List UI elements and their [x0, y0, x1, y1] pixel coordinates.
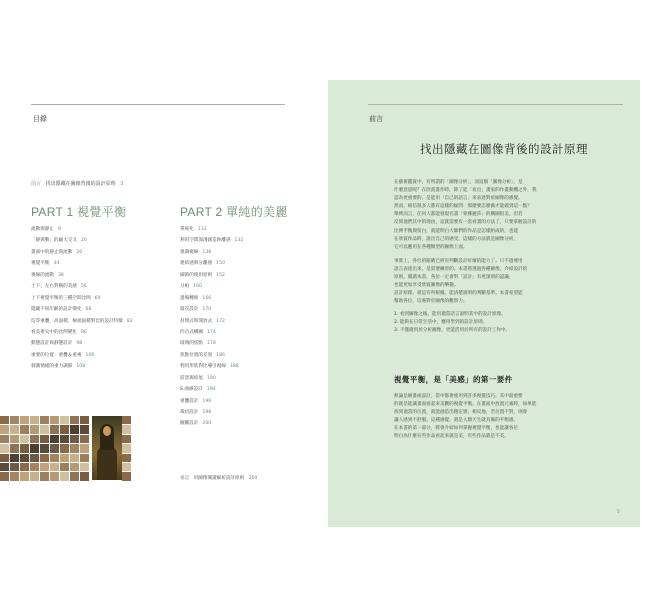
artwork-thumbnail	[30, 472, 39, 480]
toc-entry[interactable]	[180, 258, 243, 269]
artwork-thumbnail	[50, 435, 59, 443]
artwork-thumbnail	[80, 425, 89, 433]
toc-entry-title: 利用空間深淺創造距離感	[180, 238, 231, 244]
artwork-thumbnail	[30, 444, 39, 452]
toc-entry-title: 層次設計	[180, 307, 199, 313]
artwork-thumbnail	[30, 416, 39, 424]
toc-entry[interactable]	[180, 373, 243, 384]
artwork-thumbnail	[40, 444, 49, 452]
toc-entry-title: 隱藏不同年齡的設計變化	[31, 307, 82, 313]
artwork-thumbnail	[10, 435, 19, 443]
toc-entry[interactable]	[180, 327, 243, 338]
toc-entry-title: 裁切設計	[180, 410, 199, 415]
artwork-thumbnail	[50, 444, 59, 452]
artwork-thumbnail	[0, 435, 9, 443]
artwork-thumbnail	[80, 435, 89, 443]
toc-entry-page: 98	[76, 341, 83, 347]
artwork-thumbnail	[10, 472, 19, 480]
artwork-thumbnail	[20, 435, 29, 443]
text-line: 反問他們其中的理由，這就需要有一套看畫的方法了。只要掌握設計的	[394, 220, 537, 226]
artwork-thumbnail	[50, 416, 59, 424]
toc-entry[interactable]	[31, 293, 133, 304]
artwork-thumbnail	[0, 444, 9, 452]
text-line: 它可以應用在各種類型的圖像上面。	[394, 244, 468, 250]
artwork-thumbnail	[0, 454, 9, 462]
toc-entry-page: 174	[206, 329, 216, 335]
toc-entry-page: 152	[216, 272, 225, 278]
toc-entry[interactable]	[180, 270, 243, 281]
intro-paragraph	[394, 179, 622, 252]
toc-entry-title: 強調視線	[180, 249, 199, 255]
preface-tag: 前言	[31, 181, 42, 187]
artwork-thumbnail	[30, 435, 39, 443]
artwork-thumbnail-grid	[0, 416, 92, 482]
toc-appendix-line[interactable]	[180, 475, 257, 481]
toc-entry-page: 150	[216, 261, 225, 267]
toc-entry-title: S 曲線設計	[180, 387, 203, 393]
toc-entry-page: 113	[197, 227, 207, 232]
artwork-thumbnail	[20, 454, 29, 462]
toc-entry-page: 38	[57, 272, 64, 278]
artwork-thumbnail	[60, 425, 69, 433]
text-line: 無論是繪畫或設計，當中都會使用到許多視覺技巧。其中最重要	[394, 394, 523, 399]
toc-entry-title: 連結感與分離感	[180, 261, 213, 267]
text-line: 在本書的第一部分，將會介紹如何掌握視覺平衡，也能讓各位	[394, 426, 519, 432]
toc-header: 目錄	[33, 115, 47, 123]
artwork-thumbnail	[60, 463, 69, 471]
toc-entry[interactable]	[180, 316, 243, 327]
toc-entry-title: 畫面中的靜止與流動	[31, 249, 73, 255]
toc-entry[interactable]	[31, 270, 133, 281]
artwork-thumbnail	[40, 416, 49, 424]
artwork-thumbnail	[20, 416, 29, 424]
toc-entry[interactable]	[180, 418, 243, 429]
artwork-thumbnail	[60, 435, 69, 443]
toc-entry-title: 看美術史中的比例變化	[31, 329, 77, 335]
toc-entry[interactable]	[31, 361, 133, 372]
appendix-tag: 補記	[180, 476, 190, 481]
artwork-thumbnail	[60, 472, 69, 480]
text-line: 然而，相信很多人都有這樣的疑問：那麼要怎麼做才能做到這一點？	[394, 204, 532, 210]
toc-entry-title: 前景與結尾	[180, 375, 203, 381]
artwork-thumbnail	[40, 425, 49, 433]
toc-entry-page: 200	[202, 421, 212, 427]
toc-entry-page: 196	[202, 398, 212, 404]
artwork-thumbnail	[0, 416, 9, 424]
artwork-thumbnail	[40, 454, 49, 462]
text-line: 比例平衡與留白，就能明白大師們的作品是怎樣組成的，也能	[394, 228, 519, 234]
artwork-thumbnail	[60, 416, 69, 424]
artwork-thumbnail	[80, 416, 89, 424]
appendix-page: 204	[248, 476, 258, 481]
toc-entry-page: 188	[229, 364, 239, 370]
toc-entry-page: 160	[193, 284, 202, 290]
header-rule-right	[368, 104, 623, 105]
toc-preface-line[interactable]	[31, 180, 123, 187]
toc-entry[interactable]	[180, 338, 243, 349]
artwork-thumbnail	[70, 444, 79, 452]
toc-entry-page: 34	[53, 261, 60, 267]
artwork-thumbnail	[70, 425, 79, 433]
artwork-thumbnail	[50, 425, 59, 433]
artwork-thumbnail	[40, 435, 49, 443]
text-line: 的就是能讓畫面看起來美觀的視覺平衡。在畫面中放置元素時，如果能	[394, 402, 537, 408]
toc-entry[interactable]	[180, 224, 243, 235]
list-item: 1. 看到圖像之後，能用適當語言說明其中的設計原理。	[394, 312, 506, 317]
toc-entry-title: 流動與靜止	[31, 227, 54, 232]
toc-entry[interactable]	[31, 281, 133, 292]
text-line: 明白為什麼有些作品看起來就是美，有些作品就是不美。	[394, 434, 509, 440]
toc-entry[interactable]	[31, 327, 133, 338]
artwork-thumbnail	[20, 463, 29, 471]
header-rule	[31, 104, 285, 105]
artwork-thumbnail	[70, 463, 79, 471]
toc-entry-title: 凹凸式構圖	[180, 329, 203, 335]
toc-entry-page: 190	[206, 375, 216, 381]
toc-entry-title: 動態設計與靜態設計	[31, 341, 73, 347]
text-line: 原則。閱讀本書，各位一定會對「設計」有更深刻的認識，	[394, 275, 514, 281]
toc-entry[interactable]	[31, 224, 133, 235]
toc-entry-page: 68	[85, 307, 92, 313]
text-line: 認為更重要的，是能用「自己的語言」來表達對於圖像的感覺。	[394, 196, 523, 202]
toc-entry[interactable]	[180, 361, 243, 372]
toc-entry-page: 82	[126, 318, 133, 324]
artwork-thumbnail	[70, 472, 79, 480]
artwork-thumbnail	[20, 425, 29, 433]
toc-entry-page: 106	[85, 352, 95, 358]
toc-entry-page: 166	[202, 295, 212, 301]
toc-entry[interactable]	[31, 258, 133, 269]
toc-entry-page: 198	[202, 410, 212, 415]
artwork-thumbnail	[122, 425, 131, 433]
part1-title[interactable]: PART 1 視覺平衡	[31, 205, 127, 219]
toc-entry-title: 視線的流動	[31, 272, 54, 278]
toc-entry-page: 170	[202, 307, 212, 313]
artwork-thumbnail	[30, 454, 39, 462]
toc-entry-title: 重要的位置：重疊＆重複	[31, 352, 82, 358]
artwork-thumbnail	[122, 454, 131, 462]
artwork-thumbnail	[70, 454, 79, 462]
toc-entry[interactable]	[31, 235, 133, 246]
section-paragraph	[394, 393, 622, 442]
toc-entry[interactable]	[180, 281, 243, 292]
artwork-thumbnail	[30, 463, 39, 471]
toc-entry[interactable]	[180, 396, 243, 407]
body-paragraph	[394, 258, 622, 307]
artwork-thumbnail	[70, 435, 79, 443]
artwork-thumbnail	[60, 454, 69, 462]
artwork-thumbnail	[30, 425, 39, 433]
preface-page: 3	[120, 181, 124, 187]
text-line: 事實上，各位的眼睛已經有判斷設計好壞的能力了。只不過要用	[394, 259, 523, 264]
mona-lisa-image	[92, 416, 122, 480]
part2-title[interactable]: PART 2 單純的美麗	[180, 205, 288, 219]
text-line: 幫助各位，培養對於圖像的觀察力。	[394, 299, 468, 305]
toc-entry-title: 利用形狀對比導引視線	[180, 364, 226, 370]
artwork-thumbnail	[40, 463, 49, 471]
list-item: 3. 不僅適用於分析圖像，更能活用於所有的設計工作中。	[394, 328, 511, 334]
goal-list	[394, 311, 510, 335]
toc-entry-title: 「靜與動」的龐大交叉	[31, 238, 77, 244]
text-line: 設計原理，就是有所根據，能清楚說明的判斷基準。本書希望能	[394, 291, 523, 297]
text-line: 也能更加享受欣賞圖像的樂趣。	[394, 283, 459, 289]
toc-entry-title: 過場轉換	[180, 295, 199, 301]
artwork-thumbnail	[60, 444, 69, 452]
toc-entry[interactable]	[180, 235, 243, 246]
toc-entry[interactable]	[31, 350, 133, 361]
text-line: 語言表達出來，是需要練習的。本書將透過各種圖像，介紹設計的	[394, 267, 528, 273]
artwork-thumbnail	[10, 444, 19, 452]
artwork-thumbnail-strip	[122, 416, 132, 482]
toc-entry-title: 玻璃的焦點	[180, 341, 203, 347]
artwork-thumbnail	[80, 454, 89, 462]
toc-entry[interactable]	[31, 247, 133, 258]
toc-entry-title: 重疊設計	[180, 398, 199, 404]
toc-entry[interactable]	[31, 304, 133, 315]
preface-title: 找出隱藏在圖像背後的設計原理	[45, 181, 116, 187]
part2-toc-list	[180, 224, 243, 430]
preface-header: 前言	[369, 115, 383, 123]
toc-entry-page: 178	[206, 341, 216, 347]
artwork-thumbnail	[80, 472, 89, 480]
toc-entry-title: 單純化	[180, 227, 194, 232]
section-heading: 視覺平衡，是「美感」的第一要件	[394, 375, 513, 384]
toc-entry[interactable]	[31, 316, 133, 327]
toc-entry-title: 分組	[180, 284, 190, 290]
text-line: 找到適當的位置，就能創造出穩定感；相反地，若位置不對，則會	[394, 410, 528, 416]
artwork-thumbnail	[50, 463, 59, 471]
toc-entry[interactable]	[180, 407, 243, 418]
toc-entry-title: 上下視覺平衡的三種空間比例	[31, 295, 91, 301]
artwork-thumbnail	[80, 463, 89, 471]
artwork-thumbnail	[122, 472, 131, 480]
artwork-thumbnail	[0, 463, 9, 471]
artwork-thumbnail	[10, 416, 19, 424]
artwork-thumbnail	[122, 463, 131, 471]
appendix-title: 用圖像閱讀解析設計原則	[193, 476, 245, 481]
toc-entry[interactable]	[180, 293, 243, 304]
toc-entry-title: 封閉式和開放式	[180, 318, 213, 324]
toc-entry-page: 56	[80, 284, 87, 290]
text-line: 舉例而言，任何人都能發現名畫「蒙娜麗莎」的構圖很美，但若	[394, 212, 523, 218]
toc-entry-title: 上下、左右對稱的美感	[31, 284, 77, 290]
toc-entry-page: 86	[80, 329, 87, 335]
toc-entry-title: 視覺平衡	[31, 261, 50, 267]
artwork-thumbnail	[50, 454, 59, 462]
list-item: 2. 能夠在日常生活中，應用學到的設計原則。	[394, 320, 488, 326]
toc-entry-page: 20	[80, 238, 87, 244]
text-line: 在藝術鑑賞中，有所謂的「圖像分析」，而這個「圖像分析」，是	[394, 180, 523, 185]
artwork-thumbnail	[50, 472, 59, 480]
toc-entry-page: 172	[216, 318, 225, 324]
artwork-thumbnail	[40, 472, 49, 480]
artwork-thumbnail	[10, 425, 19, 433]
toc-entry[interactable]	[31, 338, 133, 349]
toc-entry[interactable]	[180, 350, 243, 361]
part1-toc-list	[31, 224, 133, 373]
artwork-thumbnail	[122, 435, 131, 443]
artwork-thumbnail	[20, 472, 29, 480]
toc-entry-page: 26	[76, 249, 83, 255]
artwork-thumbnail	[122, 416, 131, 424]
artwork-thumbnail	[0, 425, 9, 433]
toc-entry-title: 刺激情緒的重力調節	[31, 364, 73, 370]
toc-entry-page: 60	[94, 295, 101, 301]
text-line: 在欣賞作品時，說出自己的感受。這樣的方法就是圖像分析，	[394, 236, 519, 242]
toc-entry-page: 194	[206, 387, 216, 393]
artwork-thumbnail	[0, 472, 9, 480]
toc-entry-page: 8	[57, 227, 61, 232]
preface-page-title: 找出隱藏在圖像背後的設計原理	[420, 142, 588, 156]
toc-entry-page: 138	[202, 249, 212, 255]
toc-entry-page: 186	[216, 352, 225, 358]
toc-entry-title: 均等重疊，高面積，極端面積對比的設計特徵	[31, 318, 123, 324]
text-line: 讓人感到不舒服。這種感覺，就是人類天生就具備的平衡感。	[394, 418, 519, 424]
toc-entry-title: 圖騰設計	[180, 421, 199, 427]
artwork-thumbnail	[10, 463, 19, 471]
toc-entry[interactable]	[180, 247, 243, 258]
artwork-thumbnail	[10, 454, 19, 462]
artwork-thumbnail	[20, 444, 29, 452]
text-line: 什麼意思呢？在欣賞畫作時，除了能「看出」畫家的作畫動機之外，我	[394, 188, 537, 194]
toc-entry-page: 132	[234, 238, 244, 244]
page-number: 5	[617, 509, 620, 514]
artwork-thumbnail	[80, 444, 89, 452]
toc-entry-page: 108	[76, 364, 86, 370]
toc-entry[interactable]	[180, 384, 243, 395]
toc-entry-title: 細節的使用原則	[180, 272, 213, 278]
toc-entry-title: 焦點位置的差異	[180, 352, 213, 358]
toc-entry[interactable]	[180, 304, 243, 315]
artwork-thumbnail	[122, 444, 131, 452]
artwork-thumbnail	[70, 416, 79, 424]
